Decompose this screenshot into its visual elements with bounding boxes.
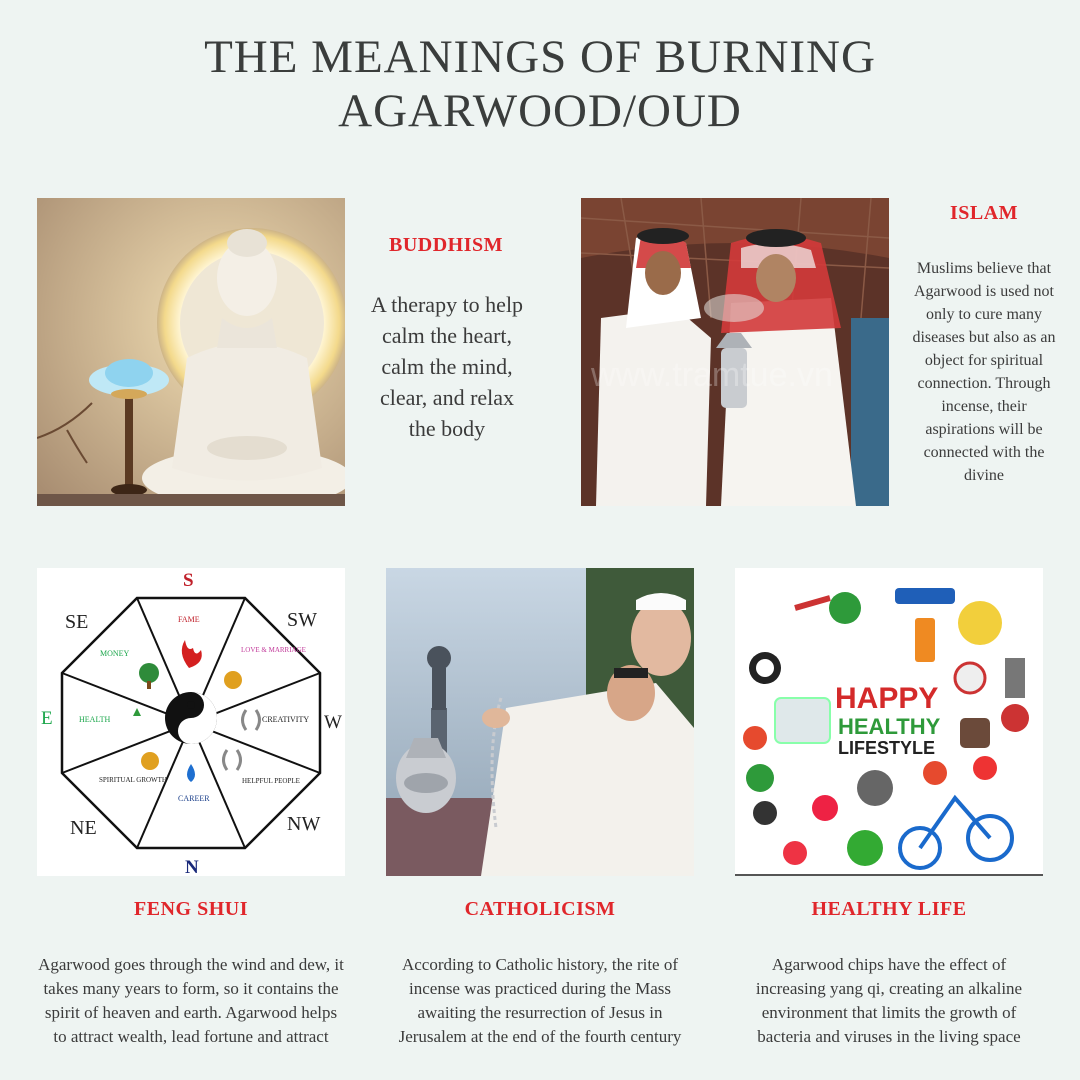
catholicism-text: According to Catholic history, the rite of incense was practiced during the Mass awaiting the resurrection of Jesus in Jerusalem at the end of the fourth century: [398, 955, 682, 1046]
tree-icon: [139, 663, 159, 683]
pope-censer-photo: [386, 568, 694, 876]
direction-ne: NE: [70, 817, 97, 839]
feng-shui-bagua-diagram: [37, 568, 345, 876]
buddhism-text: A therapy to help calm the heart, calm the mind, clear, and relax the body: [370, 292, 524, 441]
buddhism-heading: BUDDHISM: [388, 234, 503, 256]
sector-creativity: CREATIVITY: [262, 715, 310, 724]
coin-icon-2: [141, 752, 159, 770]
direction-w: W: [324, 712, 342, 733]
buddha-statue-photo: [37, 198, 345, 506]
islam-heading: ISLAM: [949, 202, 1019, 224]
direction-se: SE: [65, 611, 89, 633]
incense-ceremony-photo: [581, 198, 889, 506]
poster-lifestyle: LIFESTYLE: [838, 738, 936, 758]
sector-health: HEALTH: [79, 715, 111, 724]
page-title: [0, 30, 1080, 138]
catholicism-heading: CATHOLICISM: [464, 898, 616, 920]
islam-text: Muslims believe that Agarwood is used not only to cure many diseases but also as an object for spiritual connection. Through incense, their aspirations will be connected with the divine: [912, 260, 1056, 484]
coin-icon: [224, 671, 242, 689]
sector-fame: FAME: [178, 615, 200, 624]
poster-happy: HAPPY: [835, 682, 939, 715]
sector-helpful-people: HELPFUL PEOPLE: [242, 777, 300, 785]
sector-spiritual-growth: SPIRITUAL GROWTH: [99, 776, 167, 784]
poster-healthy: HEALTHY: [838, 714, 941, 739]
healthy-lifestyle-collage: [735, 568, 1043, 876]
direction-e: E: [41, 708, 53, 729]
direction-s: S: [183, 570, 194, 591]
healthy-life-text: Agarwood chips have the effect of increasing yang qi, creating an alkaline environment that limits the growth of bacteria and viruses in the living space: [755, 955, 1023, 1046]
feng-shui-heading: FENG SHUI: [134, 898, 248, 920]
healthy-life-heading: HEALTHY LIFE: [811, 898, 967, 920]
sector-money: MONEY: [100, 649, 130, 658]
watermark-text: www.tramtue.vn: [591, 356, 833, 394]
sector-career: CAREER: [178, 794, 210, 803]
direction-n: N: [185, 857, 199, 876]
direction-nw: NW: [287, 813, 321, 835]
title-line-2: AGARWOOD/OUD: [338, 85, 742, 137]
direction-sw: SW: [287, 609, 317, 631]
title-line-1: THE MEANINGS OF BURNING: [204, 31, 876, 83]
sector-love: LOVE & MARRIAGE: [241, 646, 306, 654]
feng-shui-text: Agarwood goes through the wind and dew, it takes many years to form, so it contains the spirit of heaven and earth. Agarwood helps to attract wealth, lead fortune and attract: [38, 955, 344, 1046]
